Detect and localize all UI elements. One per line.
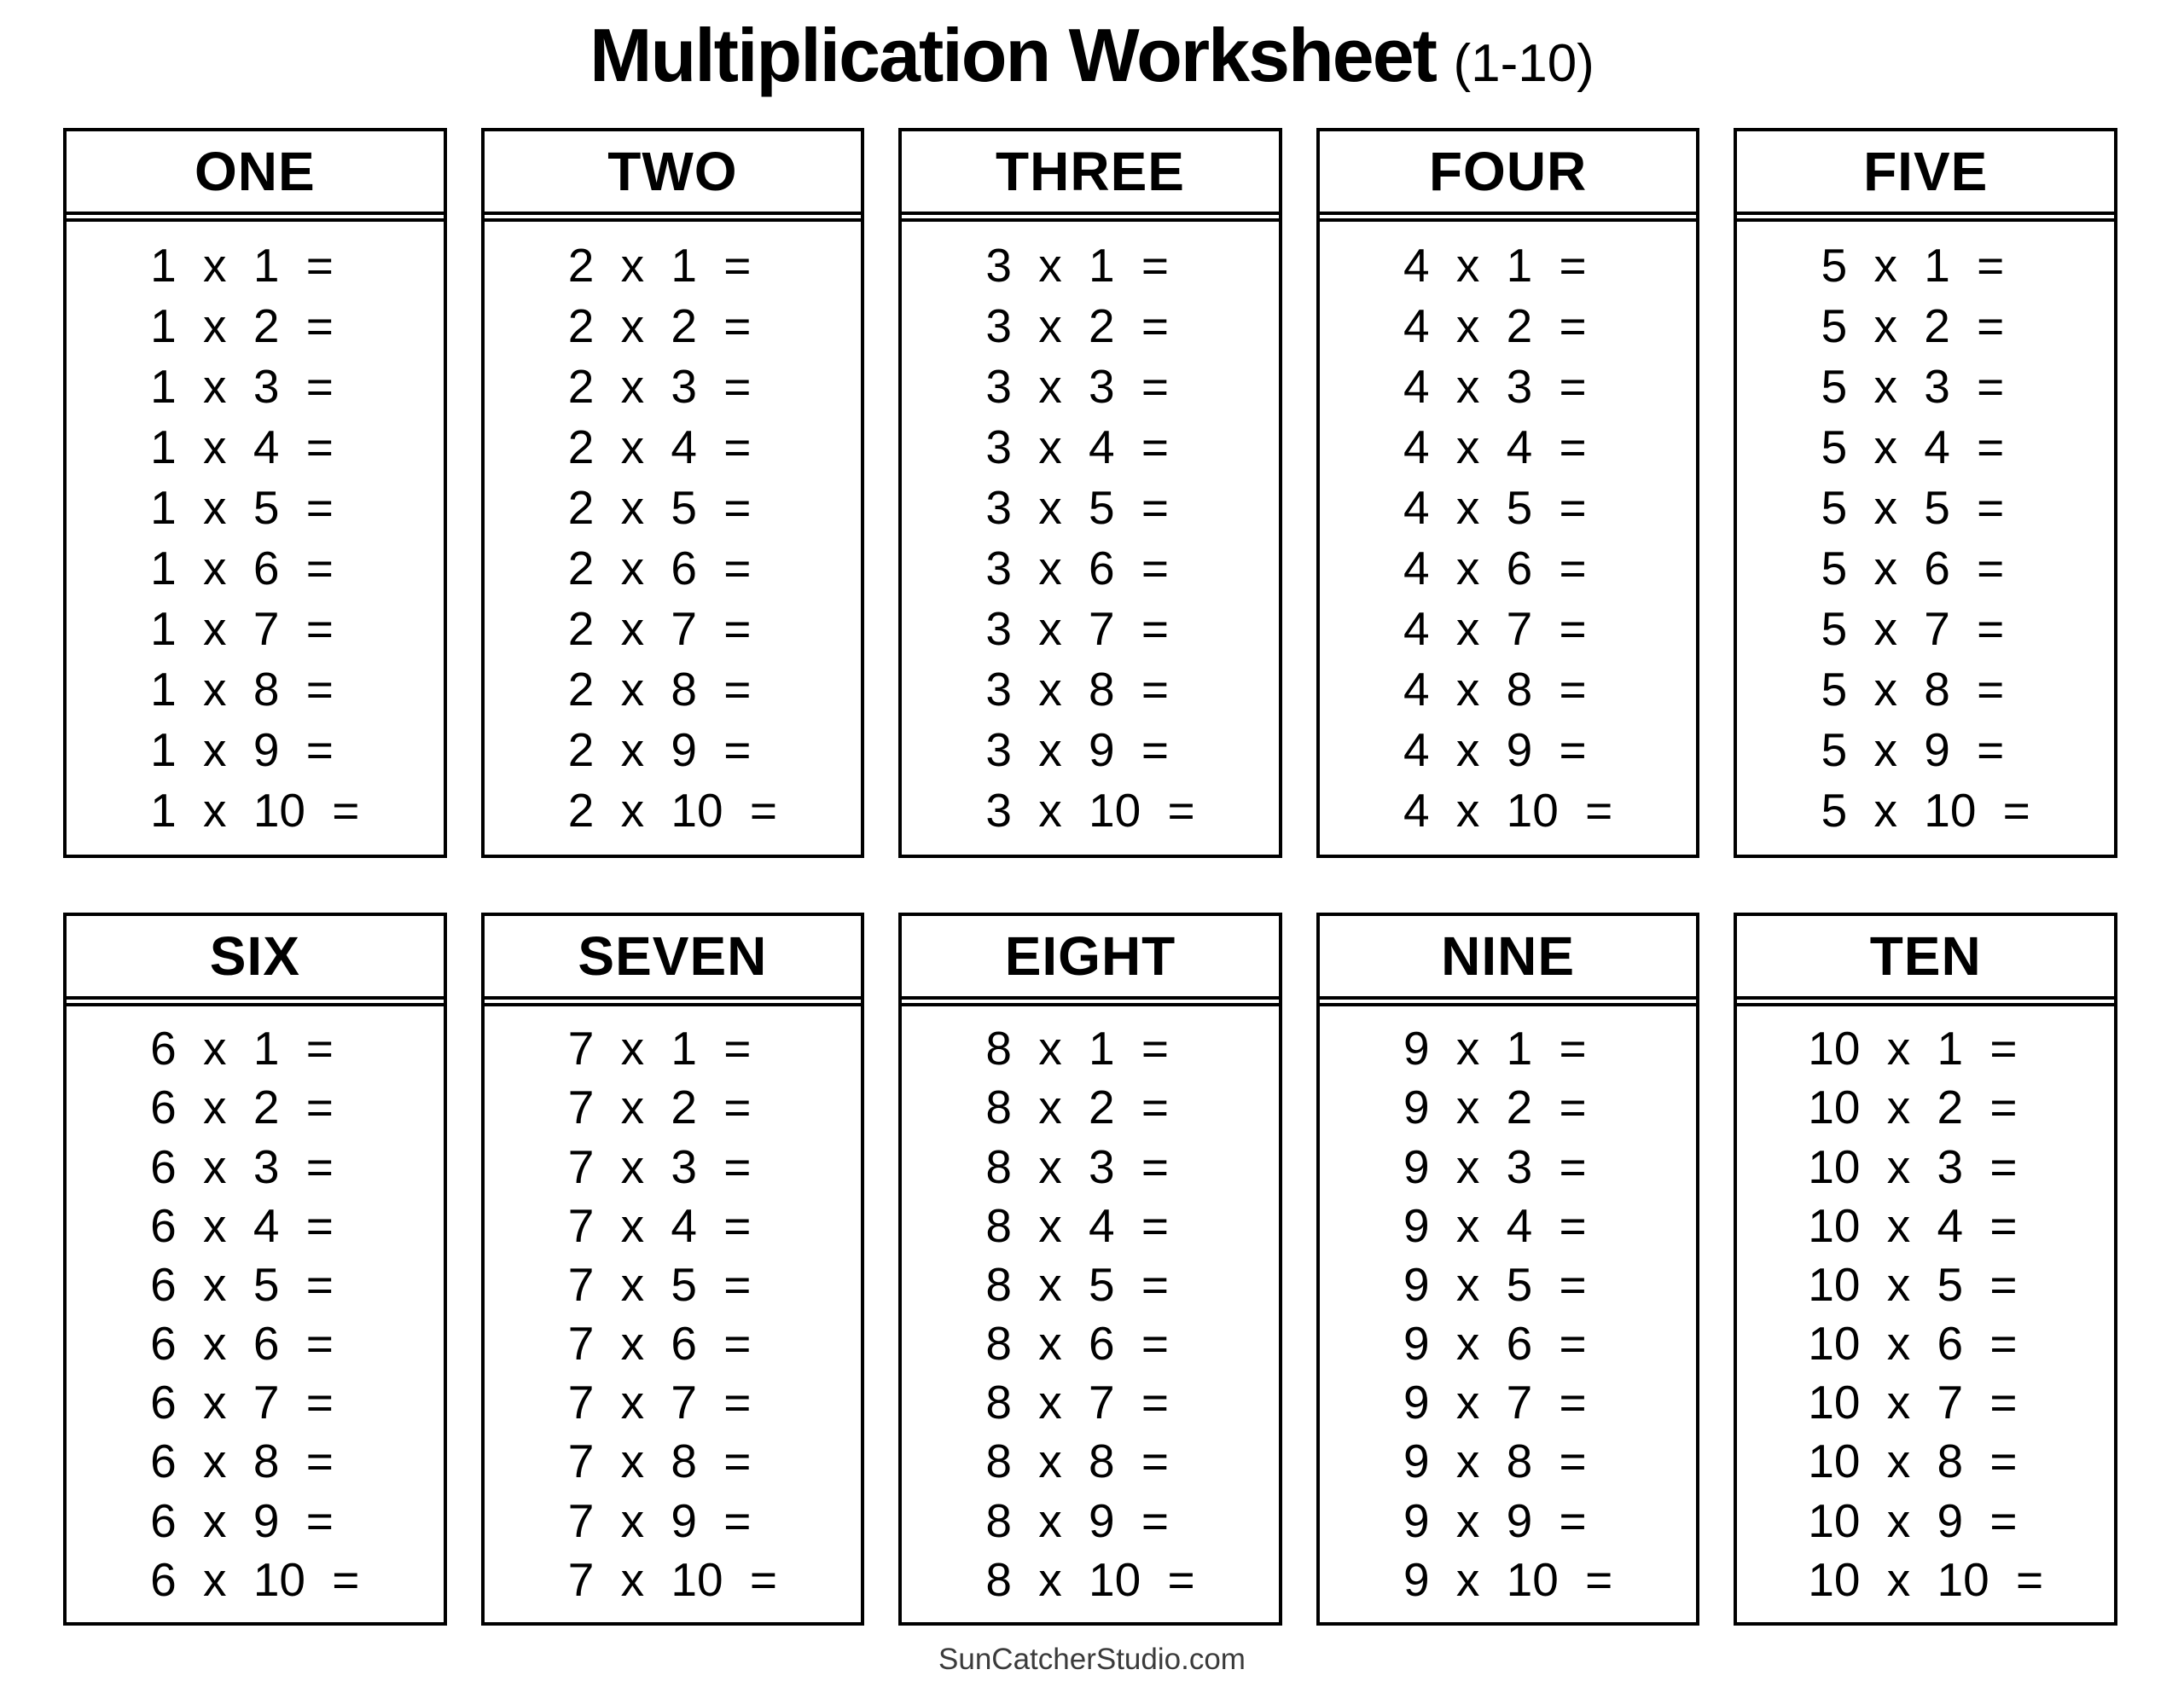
problem-line: 3 x 8 = (985, 663, 1170, 716)
problem-line: 10 x 10 = (1808, 1552, 2044, 1606)
problem-line: 4 x 4 = (1403, 420, 1587, 473)
problem-line: 10 x 8 = (1808, 1435, 2018, 1488)
problem-line: 3 x 6 = (985, 542, 1170, 594)
problem-line: 8 x 7 = (985, 1376, 1170, 1429)
table-title: NINE (1441, 925, 1576, 987)
problem-line: 6 x 10 = (150, 1552, 360, 1606)
table-header (485, 916, 862, 1000)
page-title (0, 0, 2184, 118)
table-body (902, 218, 1279, 855)
table-two (481, 128, 865, 858)
problem-line: 10 x 5 = (1808, 1257, 2018, 1311)
table-body (485, 1003, 862, 1622)
table-body (1737, 218, 2114, 855)
problem-line: 2 x 1 = (567, 239, 752, 292)
problem-line: 2 x 7 = (567, 602, 752, 655)
table-eight (898, 913, 1282, 1626)
problem-line: 2 x 6 = (567, 542, 752, 594)
table-ten (1734, 913, 2117, 1626)
table-seven (481, 913, 865, 1626)
problem-line: 3 x 7 = (985, 602, 1170, 655)
problem-line: 7 x 1 = (567, 1022, 752, 1075)
page-title-main: Multiplication Worksheet (590, 13, 1436, 97)
problem-line: 9 x 8 = (1403, 1435, 1587, 1488)
table-body (485, 218, 862, 855)
table-title: TWO (607, 141, 738, 202)
problem-line: 3 x 2 = (985, 299, 1170, 352)
problem-line: 8 x 8 = (985, 1435, 1170, 1488)
problems-block (985, 1006, 1194, 1622)
table-four (1316, 128, 1700, 858)
problem-line: 2 x 10 = (567, 784, 777, 837)
problem-line: 9 x 3 = (1403, 1139, 1587, 1193)
table-body (1320, 1003, 1697, 1622)
table-header (1320, 916, 1697, 1000)
problem-line: 2 x 5 = (567, 481, 752, 534)
problem-line: 2 x 2 = (567, 299, 752, 352)
page-footer (0, 1643, 2184, 1677)
problem-line: 5 x 8 = (1821, 663, 2005, 716)
table-header (1737, 131, 2114, 215)
problem-line: 3 x 4 = (985, 420, 1170, 473)
table-header (1737, 916, 2114, 1000)
problems-block (985, 222, 1194, 855)
problem-line: 5 x 2 = (1821, 299, 2005, 352)
problems-block (568, 222, 777, 855)
table-title: FIVE (1863, 141, 1989, 202)
problem-line: 8 x 10 = (985, 1552, 1195, 1606)
problem-line: 9 x 2 = (1403, 1081, 1587, 1134)
problem-line: 9 x 1 = (1403, 1022, 1587, 1075)
problem-line: 6 x 9 = (150, 1493, 334, 1547)
problem-line: 5 x 10 = (1821, 784, 2030, 837)
worksheet-grid (0, 118, 2184, 1626)
problem-line: 10 x 6 = (1808, 1317, 2018, 1371)
problem-line: 10 x 4 = (1808, 1198, 2018, 1252)
problem-line: 8 x 2 = (985, 1081, 1170, 1134)
problem-line: 10 x 2 = (1808, 1081, 2018, 1134)
problems-block (1821, 222, 2030, 855)
table-body (67, 1003, 444, 1622)
problem-line: 10 x 9 = (1808, 1493, 2018, 1547)
problem-line: 1 x 4 = (150, 420, 334, 473)
problem-line: 7 x 3 = (567, 1139, 752, 1193)
problem-line: 4 x 3 = (1403, 360, 1587, 413)
table-five (1734, 128, 2117, 858)
problem-line: 1 x 1 = (150, 239, 334, 292)
problem-line: 5 x 5 = (1821, 481, 2005, 534)
problem-line: 10 x 1 = (1808, 1022, 2018, 1075)
table-header (902, 916, 1279, 1000)
problem-line: 4 x 8 = (1403, 663, 1587, 716)
problem-line: 4 x 2 = (1403, 299, 1587, 352)
problem-line: 3 x 9 = (985, 723, 1170, 776)
problem-line: 1 x 9 = (150, 723, 334, 776)
problems-block (150, 222, 359, 855)
problem-line: 7 x 5 = (567, 1257, 752, 1311)
problem-line: 10 x 7 = (1808, 1376, 2018, 1429)
problem-line: 9 x 5 = (1403, 1257, 1587, 1311)
problem-line: 1 x 10 = (150, 784, 360, 837)
problem-line: 2 x 3 = (567, 360, 752, 413)
table-nine (1316, 913, 1700, 1626)
table-title: SEVEN (578, 925, 768, 987)
table-six (63, 913, 447, 1626)
problem-line: 5 x 1 = (1821, 239, 2005, 292)
problem-line: 7 x 10 = (567, 1552, 777, 1606)
problem-line: 4 x 6 = (1403, 542, 1587, 594)
problem-line: 4 x 7 = (1403, 602, 1587, 655)
problems-block (150, 1006, 359, 1622)
problem-line: 5 x 9 = (1821, 723, 2005, 776)
problem-line: 1 x 8 = (150, 663, 334, 716)
problem-line: 8 x 6 = (985, 1317, 1170, 1371)
problem-line: 8 x 1 = (985, 1022, 1170, 1075)
problem-line: 6 x 5 = (150, 1257, 334, 1311)
problem-line: 5 x 7 = (1821, 602, 2005, 655)
table-title: EIGHT (1004, 925, 1176, 987)
problem-line: 10 x 3 = (1808, 1139, 2018, 1193)
problem-line: 1 x 3 = (150, 360, 334, 413)
problem-line: 4 x 5 = (1403, 481, 1587, 534)
problem-line: 8 x 9 = (985, 1493, 1170, 1547)
problems-block (1808, 1006, 2043, 1622)
problem-line: 6 x 8 = (150, 1435, 334, 1488)
table-body (1320, 218, 1697, 855)
table-three (898, 128, 1282, 858)
problems-block (568, 1006, 777, 1622)
table-title: FOUR (1428, 141, 1588, 202)
problem-line: 3 x 3 = (985, 360, 1170, 413)
table-body (902, 1003, 1279, 1622)
problem-line: 7 x 7 = (567, 1376, 752, 1429)
problem-line: 8 x 5 = (985, 1257, 1170, 1311)
problem-line: 9 x 4 = (1403, 1198, 1587, 1252)
problem-line: 6 x 4 = (150, 1198, 334, 1252)
table-body (1737, 1003, 2114, 1622)
problem-line: 5 x 6 = (1821, 542, 2005, 594)
problem-line: 7 x 2 = (567, 1081, 752, 1134)
table-header (902, 131, 1279, 215)
problem-line: 1 x 6 = (150, 542, 334, 594)
table-body (67, 218, 444, 855)
problem-line: 6 x 6 = (150, 1317, 334, 1371)
problem-line: 3 x 1 = (985, 239, 1170, 292)
table-header (67, 916, 444, 1000)
problem-line: 3 x 5 = (985, 481, 1170, 534)
problem-line: 9 x 9 = (1403, 1493, 1587, 1547)
table-header (485, 131, 862, 215)
problem-line: 2 x 8 = (567, 663, 752, 716)
table-one (63, 128, 447, 858)
problem-line: 7 x 9 = (567, 1493, 752, 1547)
problem-line: 1 x 5 = (150, 481, 334, 534)
problem-line: 7 x 8 = (567, 1435, 752, 1488)
footer-credit: SunCatcherStudio.com (938, 1643, 1246, 1676)
problem-line: 4 x 10 = (1403, 784, 1613, 837)
table-header (67, 131, 444, 215)
table-header (1320, 131, 1697, 215)
problem-line: 4 x 9 = (1403, 723, 1587, 776)
problem-line: 8 x 3 = (985, 1139, 1170, 1193)
problem-line: 1 x 2 = (150, 299, 334, 352)
problem-line: 2 x 9 = (567, 723, 752, 776)
problem-line: 6 x 3 = (150, 1139, 334, 1193)
problem-line: 6 x 7 = (150, 1376, 334, 1429)
problems-block (1403, 222, 1612, 855)
problem-line: 7 x 4 = (567, 1198, 752, 1252)
problem-line: 5 x 4 = (1821, 420, 2005, 473)
page-title-range: (1-10) (1453, 34, 1594, 93)
problem-line: 9 x 10 = (1403, 1552, 1613, 1606)
problem-line: 1 x 7 = (150, 602, 334, 655)
problems-block (1403, 1006, 1612, 1622)
table-title: TEN (1869, 925, 1982, 987)
problem-line: 9 x 7 = (1403, 1376, 1587, 1429)
problem-line: 6 x 2 = (150, 1081, 334, 1134)
problem-line: 8 x 4 = (985, 1198, 1170, 1252)
problem-line: 6 x 1 = (150, 1022, 334, 1075)
problem-line: 7 x 6 = (567, 1317, 752, 1371)
problem-line: 5 x 3 = (1821, 360, 2005, 413)
problem-line: 4 x 1 = (1403, 239, 1587, 292)
table-title: SIX (209, 925, 300, 987)
problem-line: 3 x 10 = (985, 784, 1195, 837)
table-title: ONE (194, 141, 316, 202)
problem-line: 9 x 6 = (1403, 1317, 1587, 1371)
problem-line: 2 x 4 = (567, 420, 752, 473)
table-title: THREE (996, 141, 1185, 202)
